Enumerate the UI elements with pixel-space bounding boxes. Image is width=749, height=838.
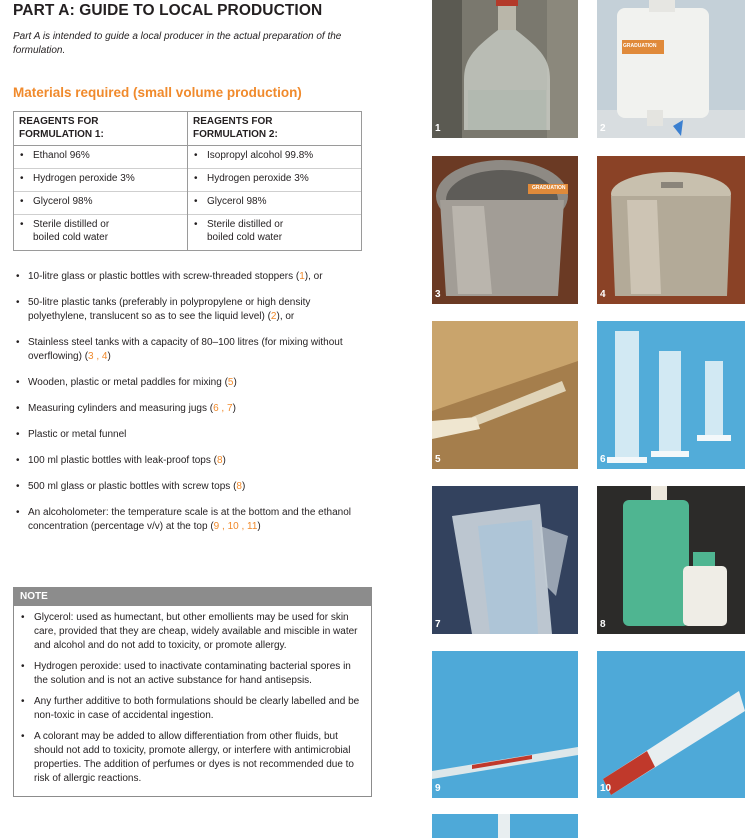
reagent-item: • Hydrogen peroxide 3% bbox=[188, 168, 361, 191]
materials-heading: Materials required (small volume production) bbox=[13, 85, 302, 100]
photo-steel-tank-lid bbox=[597, 156, 745, 304]
note-item: • Glycerol: used as humectant, but other emollients may be used for skin care, provided that they are cheap, widely available and miscible in water and alcohol and do not add to toxicity, or promote allergy. bbox=[20, 611, 365, 653]
reagent-item: • Isopropyl alcohol 99.8% bbox=[188, 146, 361, 168]
photo-number: 6 bbox=[600, 454, 606, 465]
list-item: • An alcoholometer: the temperature scale is at the bottom and the ethanol concentration (percentage v/v) at the top (9 , 10 , 11) bbox=[13, 506, 368, 534]
note-item: • Hydrogen peroxide: used to inactivate contaminating bacterial spores in the solution and is not an active substance for hand antisepsis. bbox=[20, 660, 365, 688]
photo-alcoholometer bbox=[432, 651, 578, 798]
reagent-item: • Glycerol 98% bbox=[14, 191, 187, 214]
reagent-item: • Glycerol 98% bbox=[188, 191, 361, 214]
formulation-2-list bbox=[188, 146, 362, 251]
list-item: • Plastic or metal funnel bbox=[13, 428, 368, 442]
intro-text: Part A is intended to guide a local producer in the actual preparation of the formulation. bbox=[13, 31, 342, 56]
note-list bbox=[14, 606, 371, 796]
photo-number: 3 bbox=[435, 289, 441, 300]
list-item: • Stainless steel tanks with a capacity of 80–100 litres (for mixing without overflowing) (3 , 4) bbox=[13, 336, 368, 364]
photo-number: 1 bbox=[435, 123, 441, 134]
reagent-item: • Sterile distilled or boiled cold water bbox=[188, 214, 361, 250]
photo-number: 10 bbox=[600, 783, 612, 794]
photo-paddle bbox=[432, 321, 578, 469]
list-item: • Wooden, plastic or metal paddles for mixing (5) bbox=[13, 376, 368, 390]
reagent-item: • Ethanol 96% bbox=[14, 146, 187, 168]
photo-alcoholometer-partial bbox=[432, 814, 578, 838]
formulation-2-header: REAGENTS FOR FORMULATION 2: bbox=[188, 112, 362, 146]
formulation-1-header: REAGENTS FOR FORMULATION 1: bbox=[14, 112, 188, 146]
materials-list bbox=[13, 270, 368, 546]
note-item: • Any further additive to both formulations should be clearly labelled and be non-toxic in case of accidental ingestion. bbox=[20, 695, 365, 723]
photo-number: 7 bbox=[435, 619, 441, 630]
page-title: PART A: GUIDE TO LOCAL PRODUCTION bbox=[13, 2, 323, 19]
list-item: • Measuring cylinders and measuring jugs (6 , 7) bbox=[13, 402, 368, 416]
photo-plastic-tank bbox=[597, 0, 745, 138]
list-item: • 10-litre glass or plastic bottles with screw-threaded stoppers (1), or bbox=[13, 270, 368, 284]
photo-number: 5 bbox=[435, 454, 441, 465]
photo-number: 9 bbox=[435, 783, 441, 794]
photo-steel-tank-open bbox=[432, 156, 578, 304]
photo-number: 4 bbox=[600, 289, 606, 300]
photo-measuring-cylinders bbox=[597, 321, 745, 469]
photo-alcoholometer-closeup bbox=[597, 651, 745, 798]
photo-number: 2 bbox=[600, 123, 606, 134]
photo-measuring-jugs bbox=[432, 486, 578, 634]
graduation-label: GRADUATION bbox=[532, 185, 566, 191]
formulation-1-list bbox=[14, 146, 188, 251]
list-item: • 500 ml glass or plastic bottles with screw tops (8) bbox=[13, 480, 368, 494]
note-item: • A colorant may be added to allow differentiation from other fluids, but should not add to toxicity, promote allergy, or interfere with antimicrobial properties. The addition of perfumes or dyes is not recommended due to risk of allergic reactions. bbox=[20, 730, 365, 786]
photo-number: 8 bbox=[600, 619, 606, 630]
photo-plastic-bottles bbox=[597, 486, 745, 634]
note-header: NOTE bbox=[14, 588, 371, 606]
photo-glass-bottle bbox=[432, 0, 578, 138]
reagent-item: • Sterile distilled or boiled cold water bbox=[14, 214, 187, 250]
reagents-table bbox=[13, 111, 362, 251]
graduation-label: GRADUATION bbox=[623, 43, 657, 49]
note-box bbox=[13, 587, 372, 797]
list-item: • 100 ml plastic bottles with leak-proof tops (8) bbox=[13, 454, 368, 468]
reagent-item: • Hydrogen peroxide 3% bbox=[14, 168, 187, 191]
list-item: • 50-litre plastic tanks (preferably in polypropylene or high density polyethylene, translucent so as to see the liquid level) (2), or bbox=[13, 296, 368, 324]
